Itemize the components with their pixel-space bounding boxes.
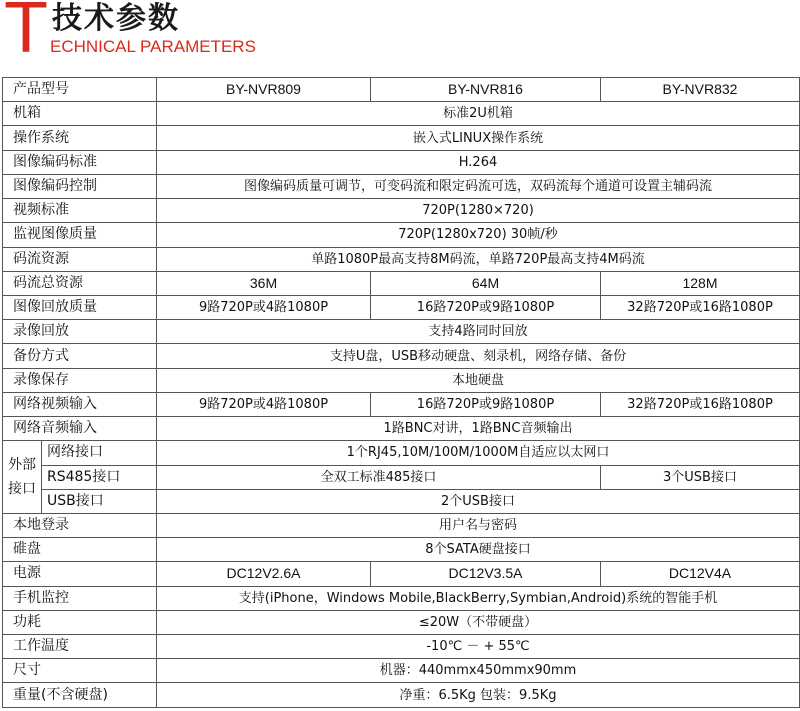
row-label: 图像编码标准 — [3, 150, 157, 174]
row-label: 图像编码控制 — [3, 174, 157, 198]
row-label: 功耗 — [3, 610, 157, 634]
cell-809-816: 全双工标准485接口 — [157, 465, 601, 489]
external-interfaces-group-label: 外部接口 — [3, 441, 42, 514]
row-label: 网络接口 — [42, 441, 157, 465]
cell-816: 64M — [371, 271, 601, 295]
row-value: 720P(1280x720) 30帧/秒 — [157, 223, 800, 247]
row-value: ≤20W（不带硬盘） — [157, 610, 800, 634]
table-row-weight — [3, 683, 800, 708]
table-row-network-port — [3, 441, 800, 465]
row-label: 操作系统 — [3, 126, 157, 150]
table-row-rs485 — [3, 465, 800, 489]
cell-809: DC12V2.6A — [157, 562, 371, 586]
page-title-english: ECHNICAL PARAMETERS — [50, 37, 256, 56]
table-row-disk — [3, 538, 800, 562]
model-832: BY-NVR832 — [601, 78, 800, 102]
cell-816: 16路720P或9路1080P — [371, 295, 601, 319]
row-value: 1路BNC对讲，1路BNC音频输出 — [157, 417, 800, 441]
table-row-model — [3, 78, 800, 102]
table-row-operating-temperature — [3, 635, 800, 659]
table-row-codec-control — [3, 174, 800, 198]
row-value: 支持(iPhone，Windows Mobile,BlackBerry,Symbian,Android)系统的智能手机 — [157, 586, 800, 610]
cell-816: DC12V3.5A — [371, 562, 601, 586]
cell-809: 36M — [157, 271, 371, 295]
page-header — [0, 0, 800, 72]
table-row-record-storage — [3, 368, 800, 392]
table-row-power-consumption — [3, 610, 800, 634]
row-value: 标准2U机箱 — [157, 102, 800, 126]
row-value: H.264 — [157, 150, 800, 174]
row-label: 网络视频输入 — [3, 392, 157, 416]
table-row-codec-standard — [3, 150, 800, 174]
row-label: 视频标准 — [3, 199, 157, 223]
row-value: 720P(1280×720) — [157, 199, 800, 223]
row-value: 机器：440mmx450mmx90mm — [157, 659, 800, 683]
spec-table — [2, 77, 800, 708]
table-row-video-standard — [3, 199, 800, 223]
row-value: -10℃ － + 55℃ — [157, 635, 800, 659]
row-label: 网络音频输入 — [3, 417, 157, 441]
table-row-size — [3, 659, 800, 683]
row-value: 支持U盘，USB移动硬盘、刻录机，网络存储、备份 — [157, 344, 800, 368]
table-row-chassis — [3, 102, 800, 126]
row-value: 8个SATA硬盘接口 — [157, 538, 800, 562]
table-row-power — [3, 562, 800, 586]
table-row-local-login — [3, 513, 800, 537]
row-label: 备份方式 — [3, 344, 157, 368]
row-value: 2个USB接口 — [157, 489, 800, 513]
row-label: 码流总资源 — [3, 271, 157, 295]
row-label: 尺寸 — [3, 659, 157, 683]
cell-832: DC12V4A — [601, 562, 800, 586]
table-row-monitor-quality — [3, 223, 800, 247]
row-label: 碓盘 — [3, 538, 157, 562]
table-row-usb — [3, 489, 800, 513]
row-label: 产品型号 — [3, 78, 157, 102]
cell-809: 9路720P或4路1080P — [157, 295, 371, 319]
row-value: 用户名与密码 — [157, 513, 800, 537]
row-value: 支持4路同时回放 — [157, 320, 800, 344]
table-row-os — [3, 126, 800, 150]
cell-832: 3个USB接口 — [601, 465, 800, 489]
cell-809: 9路720P或4路1080P — [157, 392, 371, 416]
row-label: 录像保存 — [3, 368, 157, 392]
row-label: 图像回放质量 — [3, 295, 157, 319]
title-initial-letter: T — [4, 0, 48, 68]
cell-832: 32路720P或16路1080P — [601, 295, 800, 319]
row-label: 机箱 — [3, 102, 157, 126]
cell-832: 128M — [601, 271, 800, 295]
row-label: 码流资源 — [3, 247, 157, 271]
model-816: BY-NVR816 — [371, 78, 601, 102]
row-value: 1个RJ45,10M/100M/1000M自适应以太网口 — [157, 441, 800, 465]
row-label: RS485接口 — [42, 465, 157, 489]
table-row-total-stream — [3, 271, 800, 295]
row-label: 本地登录 — [3, 513, 157, 537]
table-row-mobile-monitoring — [3, 586, 800, 610]
cell-832: 32路720P或16路1080P — [601, 392, 800, 416]
cell-816: 16路720P或9路1080P — [371, 392, 601, 416]
table-row-record-playback — [3, 320, 800, 344]
table-row-stream-resource — [3, 247, 800, 271]
row-label: 重量(不含硬盘) — [3, 683, 157, 708]
row-value: 净重：6.5Kg 包装：9.5Kg — [157, 683, 800, 708]
row-label: 监视图像质量 — [3, 223, 157, 247]
row-value: 嵌入式LINUX操作系统 — [157, 126, 800, 150]
table-row-network-audio-input — [3, 417, 800, 441]
row-value: 图像编码质量可调节，可变码流和限定码流可选，双码流每个通道可设置主辅码流 — [157, 174, 800, 198]
row-label: USB接口 — [42, 489, 157, 513]
row-value: 单路1080P最高支持8M码流，单路720P最高支持4M码流 — [157, 247, 800, 271]
row-label: 电源 — [3, 562, 157, 586]
row-label: 工作温度 — [3, 635, 157, 659]
model-809: BY-NVR809 — [157, 78, 371, 102]
table-row-playback-quality — [3, 295, 800, 319]
table-row-network-video-input — [3, 392, 800, 416]
table-row-backup — [3, 344, 800, 368]
row-label: 手机监控 — [3, 586, 157, 610]
row-value: 本地硬盘 — [157, 368, 800, 392]
row-label: 录像回放 — [3, 320, 157, 344]
page-title-chinese: 技术参数 — [52, 1, 180, 36]
